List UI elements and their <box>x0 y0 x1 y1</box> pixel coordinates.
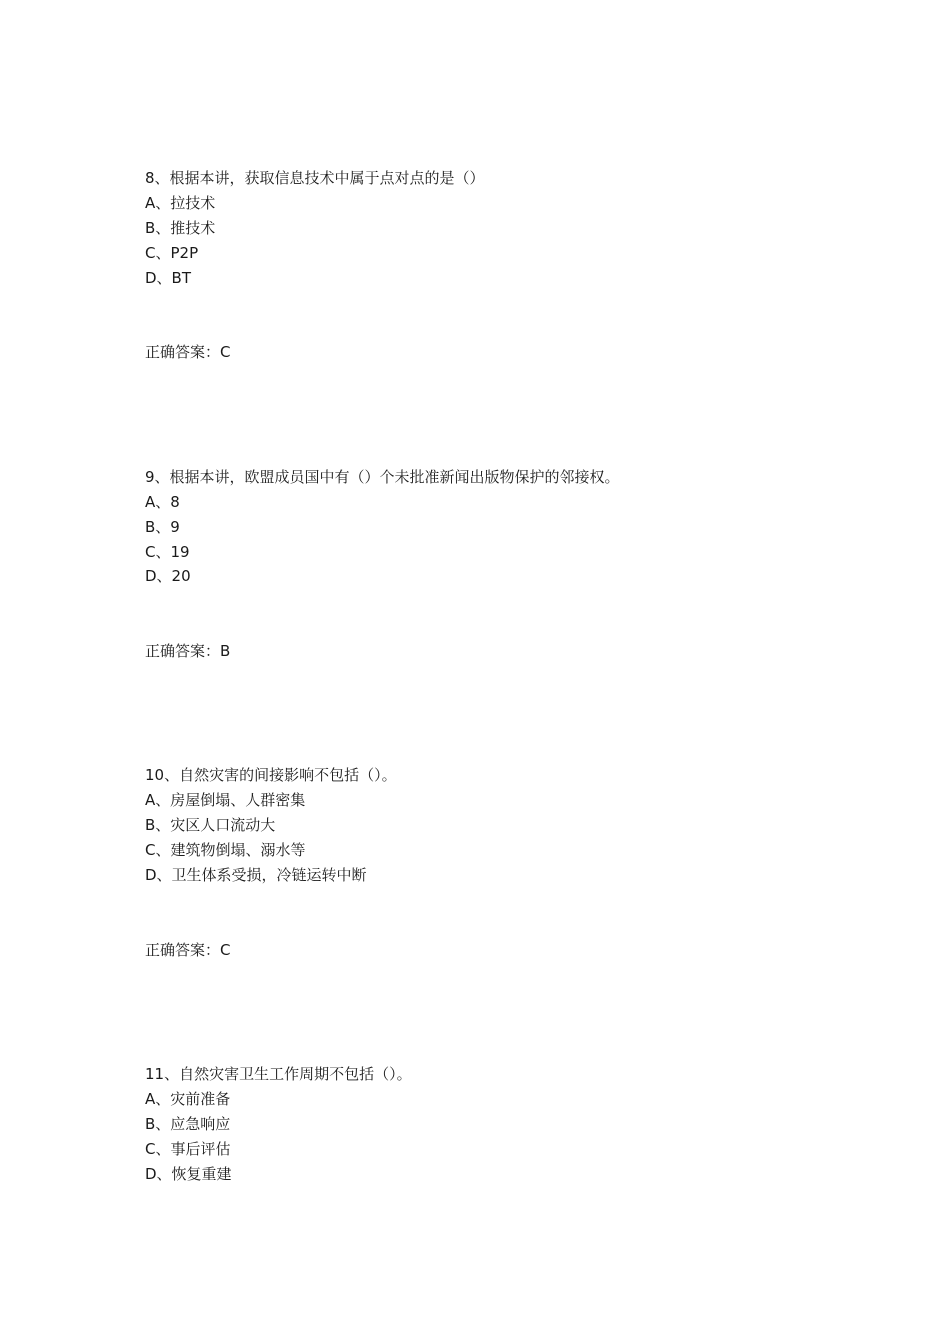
option-c: C、P2P <box>145 244 199 262</box>
correct-answer: 正确答案：C <box>145 941 231 959</box>
option-b: B、推技术 <box>145 219 216 237</box>
question-stem: 10、自然灾害的间接影响不包括（）。 <box>145 766 397 784</box>
option-c: C、建筑物倒塌、溺水等 <box>145 841 306 859</box>
option-d: D、恢复重建 <box>145 1165 232 1183</box>
option-b: B、灾区人口流动大 <box>145 816 276 834</box>
question-stem: 9、根据本讲，欧盟成员国中有（）个未批准新闻出版物保护的邻接权。 <box>145 468 620 486</box>
option-d: D、BT <box>145 269 192 287</box>
option-a: A、房屋倒塌、人群密集 <box>145 791 306 809</box>
option-a: A、拉技术 <box>145 194 216 212</box>
option-d: D、20 <box>145 567 191 585</box>
option-c: C、事后评估 <box>145 1140 231 1158</box>
question-stem: 11、自然灾害卫生工作周期不包括（）。 <box>145 1065 412 1083</box>
option-b: B、9 <box>145 518 180 536</box>
option-a: A、8 <box>145 493 180 511</box>
option-a: A、灾前准备 <box>145 1090 231 1108</box>
correct-answer: 正确答案：B <box>145 642 231 660</box>
option-b: B、应急响应 <box>145 1115 231 1133</box>
option-c: C、19 <box>145 543 190 561</box>
correct-answer: 正确答案：C <box>145 343 231 361</box>
option-d: D、卫生体系受损，冷链运转中断 <box>145 866 367 884</box>
question-stem: 8、根据本讲，获取信息技术中属于点对点的是（） <box>145 169 485 187</box>
